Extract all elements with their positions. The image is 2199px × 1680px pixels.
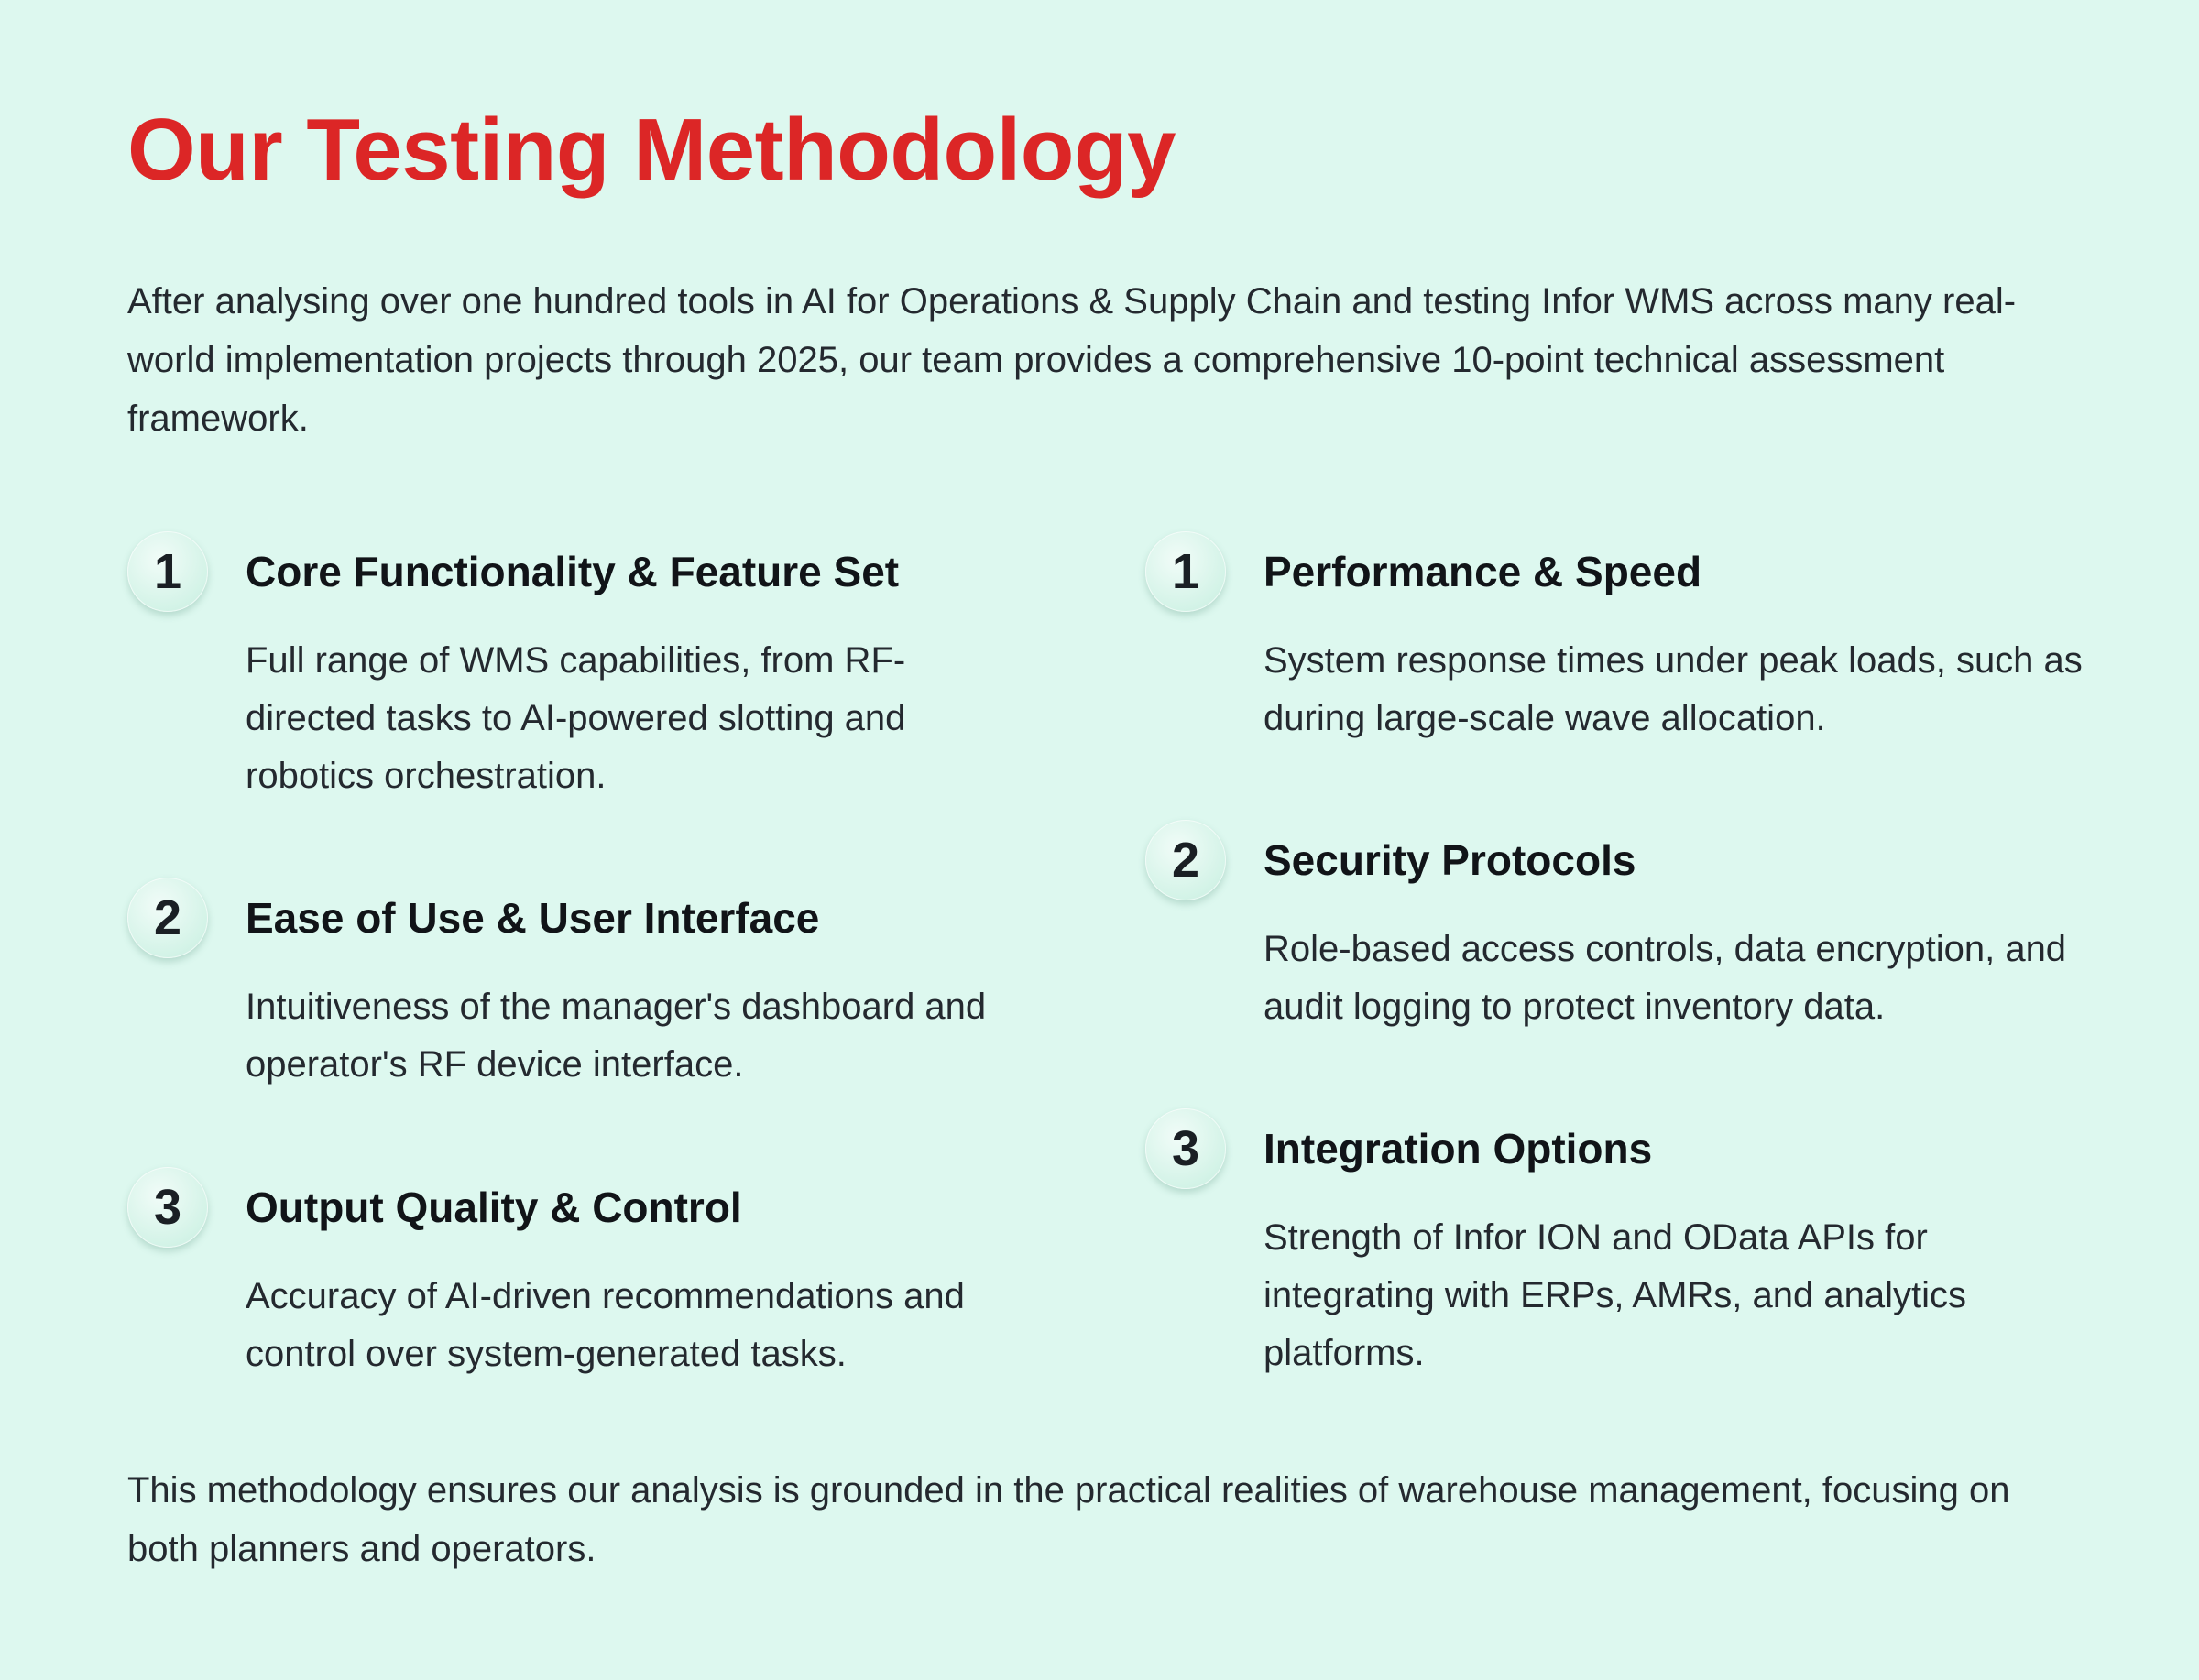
criterion-title: Output Quality & Control [246,1184,742,1231]
criterion-description: Full range of WMS capabilities, from RF-directed tasks to AI-powered slotting and robotics orchestration. [246,640,906,796]
criterion-title: Ease of Use & User Interface [246,894,820,942]
criterion-title: Integration Options [1264,1125,1653,1173]
criterion-description: Accuracy of AI-driven recommendations and control over system-generated tasks. [246,1276,965,1374]
number-badge: 1 [1145,531,1226,612]
criterion-description: System response times under peak loads, such as during large-scale wave allocation. [1264,640,2083,738]
number-badge: 3 [127,1167,208,1248]
number-badge: 1 [127,531,208,612]
criterion-title: Performance & Speed [1264,548,1702,595]
number-badge: 2 [1145,820,1226,900]
criterion-title: Security Protocols [1264,836,1636,884]
intro-paragraph: After analysing over one hundred tools in AI for Operations & Supply Chain and testing Infor WMS across many real-world implementation projects through 2025, our team provides a comprehensive 10-point technical assessment framework. [127,281,2017,439]
number-badge: 2 [127,878,208,958]
criterion-title: Core Functionality & Feature Set [246,548,900,595]
criterion-description: Intuitiveness of the manager's dashboard and operator's RF device interface. [246,987,987,1085]
criterion-description: Strength of Infor ION and OData APIs for integrating with ERPs, AMRs, and analytics platforms. [1264,1217,1967,1373]
criterion-description: Role-based access controls, data encryption, and audit logging to protect inventory data. [1264,929,2067,1027]
page-title: Our Testing Methodology [127,101,1176,199]
conclusion-paragraph: This methodology ensures our analysis is grounded in the practical realities of warehouse management, focusing on both planners and operators. [127,1470,2010,1569]
number-badge: 3 [1145,1108,1226,1189]
